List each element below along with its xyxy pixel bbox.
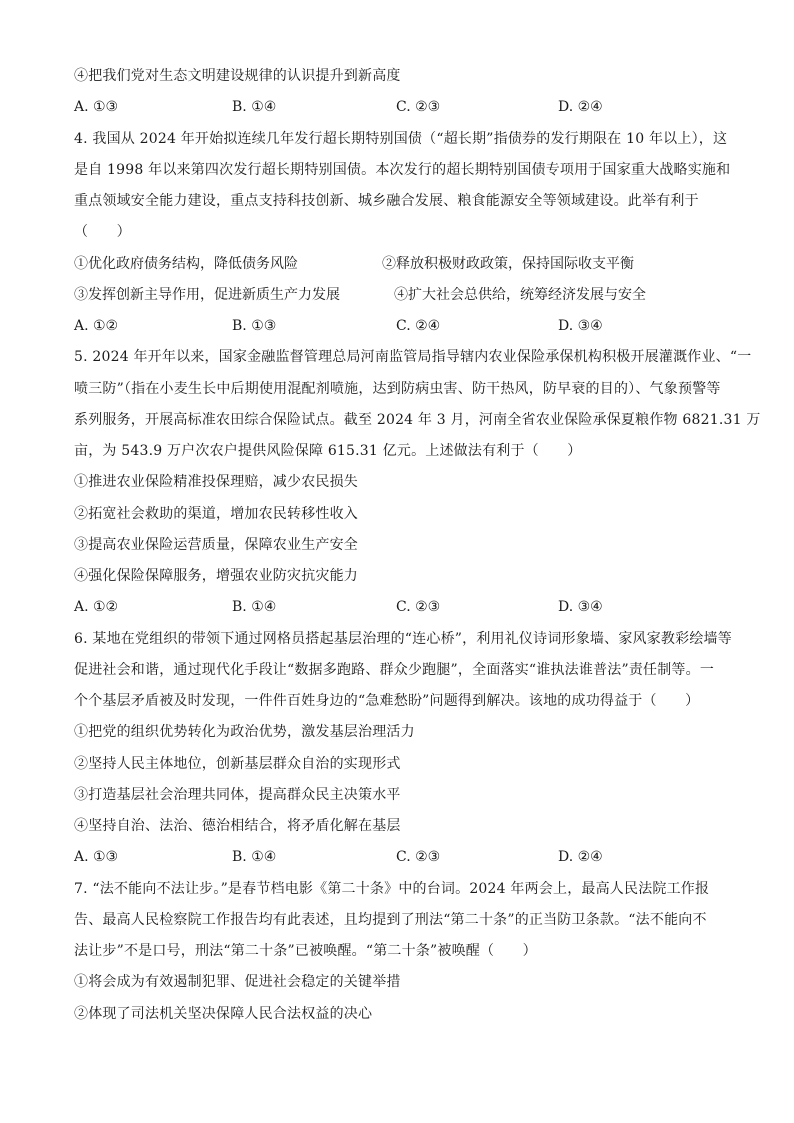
q5-stem-line-1: 5. 2024 年开年以来，国家金融监督管理总局河南监管局指导辖内农业保险承保机构积极开展灌溉作业、“一 xyxy=(74,349,752,365)
q7-stem-line-3: 法让步”不是口号，刑法“第二十条”已被唤醒。“第二十条”被唤醒（ ） xyxy=(74,943,537,959)
q5-choice-b: B. ①④ xyxy=(232,599,277,615)
q5-choice-a: A. ①② xyxy=(74,599,119,615)
q5-stem-line-3: 系列服务，开展高标准农田综合保险试点。截至 2024 年 3 月，河南全省农业保险承保夏粮作物 6821.31 万 xyxy=(74,412,761,428)
q7-stem-line-1: 7. “法不能向不法让步。”是春节档电影《第二十条》中的台词。2024 年两会上，最高人民法院工作报 xyxy=(74,881,710,897)
q4-choice-d: D. ③④ xyxy=(558,318,603,334)
q6-choice-b: B. ①④ xyxy=(232,849,277,865)
q3-choice-c: C. ②③ xyxy=(396,99,441,115)
q5-statement-3: ③提高农业保险运营质量，保障农业生产安全 xyxy=(74,537,358,553)
q6-statement-4: ④坚持自治、法治、德治相结合，将矛盾化解在基层 xyxy=(74,818,401,834)
q4-stem-line-1: 4. 我国从 2024 年开始拟连续几年发行超长期特别国债（“超长期”指债券的发行期限在 10 年以上），这 xyxy=(74,131,728,147)
q5-choice-c: C. ②③ xyxy=(396,599,441,615)
q6-choice-a: A. ①③ xyxy=(74,849,119,865)
q4-choice-a: A. ①② xyxy=(74,318,119,334)
q4-stem-line-2: 是自 1998 年以来第四次发行超长期特别国债。本次发行的超长期特别国债专项用于国家重大战略实施和 xyxy=(74,162,731,178)
q3-choice-d: D. ②④ xyxy=(558,99,603,115)
q6-statement-1: ①把党的组织优势转化为政治优势，激发基层治理活力 xyxy=(74,724,415,740)
q6-stem-line-1: 6. 某地在党组织的带领下通过网格员搭起基层治理的“连心桥”，利用礼仪诗词形象墙、家风家教彩绘墙等 xyxy=(74,631,732,647)
q5-choice-d: D. ③④ xyxy=(558,599,603,615)
q4-statement-2: ②释放积极财政政策，保持国际收支平衡 xyxy=(382,256,634,272)
q5-statement-1: ①推进农业保险精准投保理赔，减少农民损失 xyxy=(74,474,358,490)
q7-stem-line-2: 告、最高人民检察院工作报告均有此表述，且均提到了刑法“第二十条”的正当防卫条款。“法不能向不 xyxy=(74,912,707,928)
q6-choice-d: D. ②④ xyxy=(558,849,603,865)
q4-choice-b: B. ①③ xyxy=(232,318,277,334)
q5-statement-2: ②拓宽社会救助的渠道，增加农民转移性收入 xyxy=(74,506,358,522)
q5-statement-4: ④强化保险保障服务，增强农业防灾抗灾能力 xyxy=(74,568,358,584)
q6-stem-line-2: 促进社会和谐，通过现代化手段让“数据多跑路、群众少跑腿”，全面落实“谁执法谁普法”责任制等。一 xyxy=(74,662,715,678)
q4-statement-1: ①优化政府债务结构，降低债务风险 xyxy=(74,256,298,272)
q4-answer-blank: （ ） xyxy=(74,224,131,240)
q3-statement-4: ④把我们党对生态文明建设规律的认识提升到新高度 xyxy=(74,68,401,84)
q5-stem-line-2: 喷三防”（指在小麦生长中后期使用混配剂喷施，达到防病虫害、防干热风，防早衰的目的）、气象预警等 xyxy=(74,381,721,397)
q3-choice-a: A. ①③ xyxy=(74,99,119,115)
q4-stem-line-3: 重点领域安全能力建设，重点支持科技创新、城乡融合发展、粮食能源安全等领域建设。此举有利于 xyxy=(74,193,699,209)
q5-stem-line-4: 亩，为 543.9 万户次农户提供风险保障 615.31 亿元。上述做法有利于（ ） xyxy=(74,443,582,459)
q6-stem-line-3: 个个基层矛盾被及时发现，一件件百姓身边的“急难愁盼”问题得到解决。该地的成功得益于（ ） xyxy=(74,693,700,709)
q4-statement-3: ③发挥创新主导作用，促进新质生产力发展 xyxy=(74,287,340,303)
q6-statement-3: ③打造基层社会治理共同体，提高群众民主决策水平 xyxy=(74,787,401,803)
q4-choice-c: C. ②④ xyxy=(396,318,441,334)
q7-statement-1: ①将会成为有效遏制犯罪、促进社会稳定的关键举措 xyxy=(74,974,401,990)
q3-choice-b: B. ①④ xyxy=(232,99,277,115)
q6-choice-c: C. ②③ xyxy=(396,849,441,865)
q4-statement-4: ④扩大社会总供给，统筹经济发展与安全 xyxy=(394,287,646,303)
q7-statement-2: ②体现了司法机关坚决保障人民合法权益的决心 xyxy=(74,1006,373,1022)
q6-statement-2: ②坚持人民主体地位，创新基层群众自治的实现形式 xyxy=(74,756,401,772)
